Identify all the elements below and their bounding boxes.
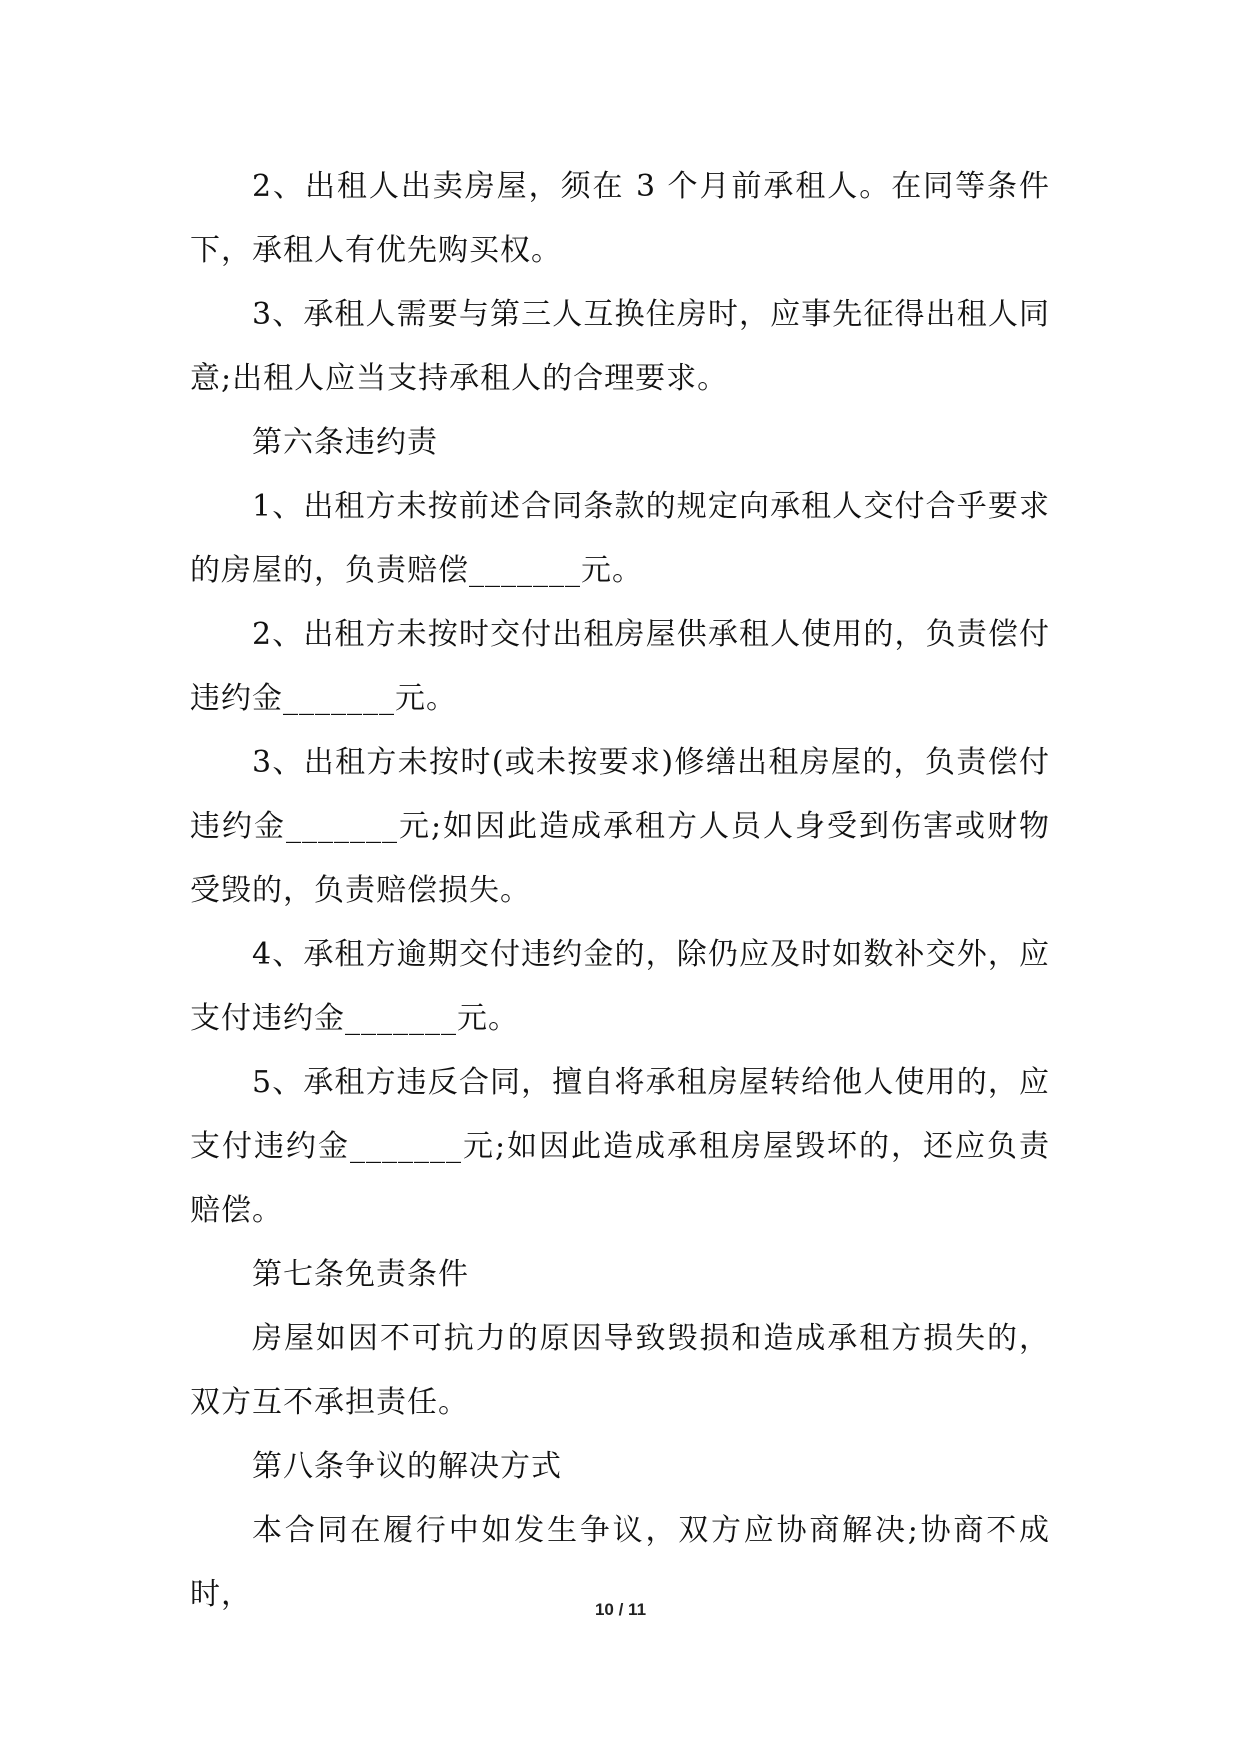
clause-paragraph: 4、承租方逾期交付违约金的，除仍应及时如数补交外，应支付违约金_______元。 <box>190 937 1050 1036</box>
clause-paragraph: 本合同在履行中如发生争议，双方应协商解决;协商不成时， <box>190 1513 1050 1612</box>
section-heading: 第八条争议的解决方式 <box>252 1449 562 1484</box>
clause-paragraph: 房屋如因不可抗力的原因导致毁损和造成承租方损失的，双方互不承担责任。 <box>190 1321 1050 1420</box>
clause-paragraph: 5、承租方违反合同，擅自将承租房屋转给他人使用的，应支付违约金_______元;如因此造成承租房屋毁坏的，还应负责赔偿。 <box>190 1065 1050 1228</box>
page-number: 10 / 11 <box>594 1600 647 1619</box>
clause-paragraph: 2、出租方未按时交付出租房屋供承租人使用的，负责偿付违约金_______元。 <box>190 617 1050 716</box>
section-heading: 第六条违约责 <box>252 425 438 460</box>
clause-paragraph: 3、承租人需要与第三人互换住房时，应事先征得出租人同意;出租人应当支持承租人的合理要求。 <box>190 297 1050 396</box>
clause-paragraph: 1、出租方未按前述合同条款的规定向承租人交付合乎要求的房屋的，负责赔偿_______元。 <box>190 489 1050 588</box>
section-heading: 第七条免责条件 <box>252 1257 469 1292</box>
clause-paragraph: 3、出租方未按时(或未按要求)修缮出租房屋的，负责偿付违约金_______元;如因此造成承租方人员人身受到伤害或财物受毁的，负责赔偿损失。 <box>190 745 1050 908</box>
document-body <box>190 155 1050 1627</box>
clause-paragraph: 2、出租人出卖房屋，须在 3 个月前承租人。在同等条件下，承租人有优先购买权。 <box>190 169 1050 268</box>
